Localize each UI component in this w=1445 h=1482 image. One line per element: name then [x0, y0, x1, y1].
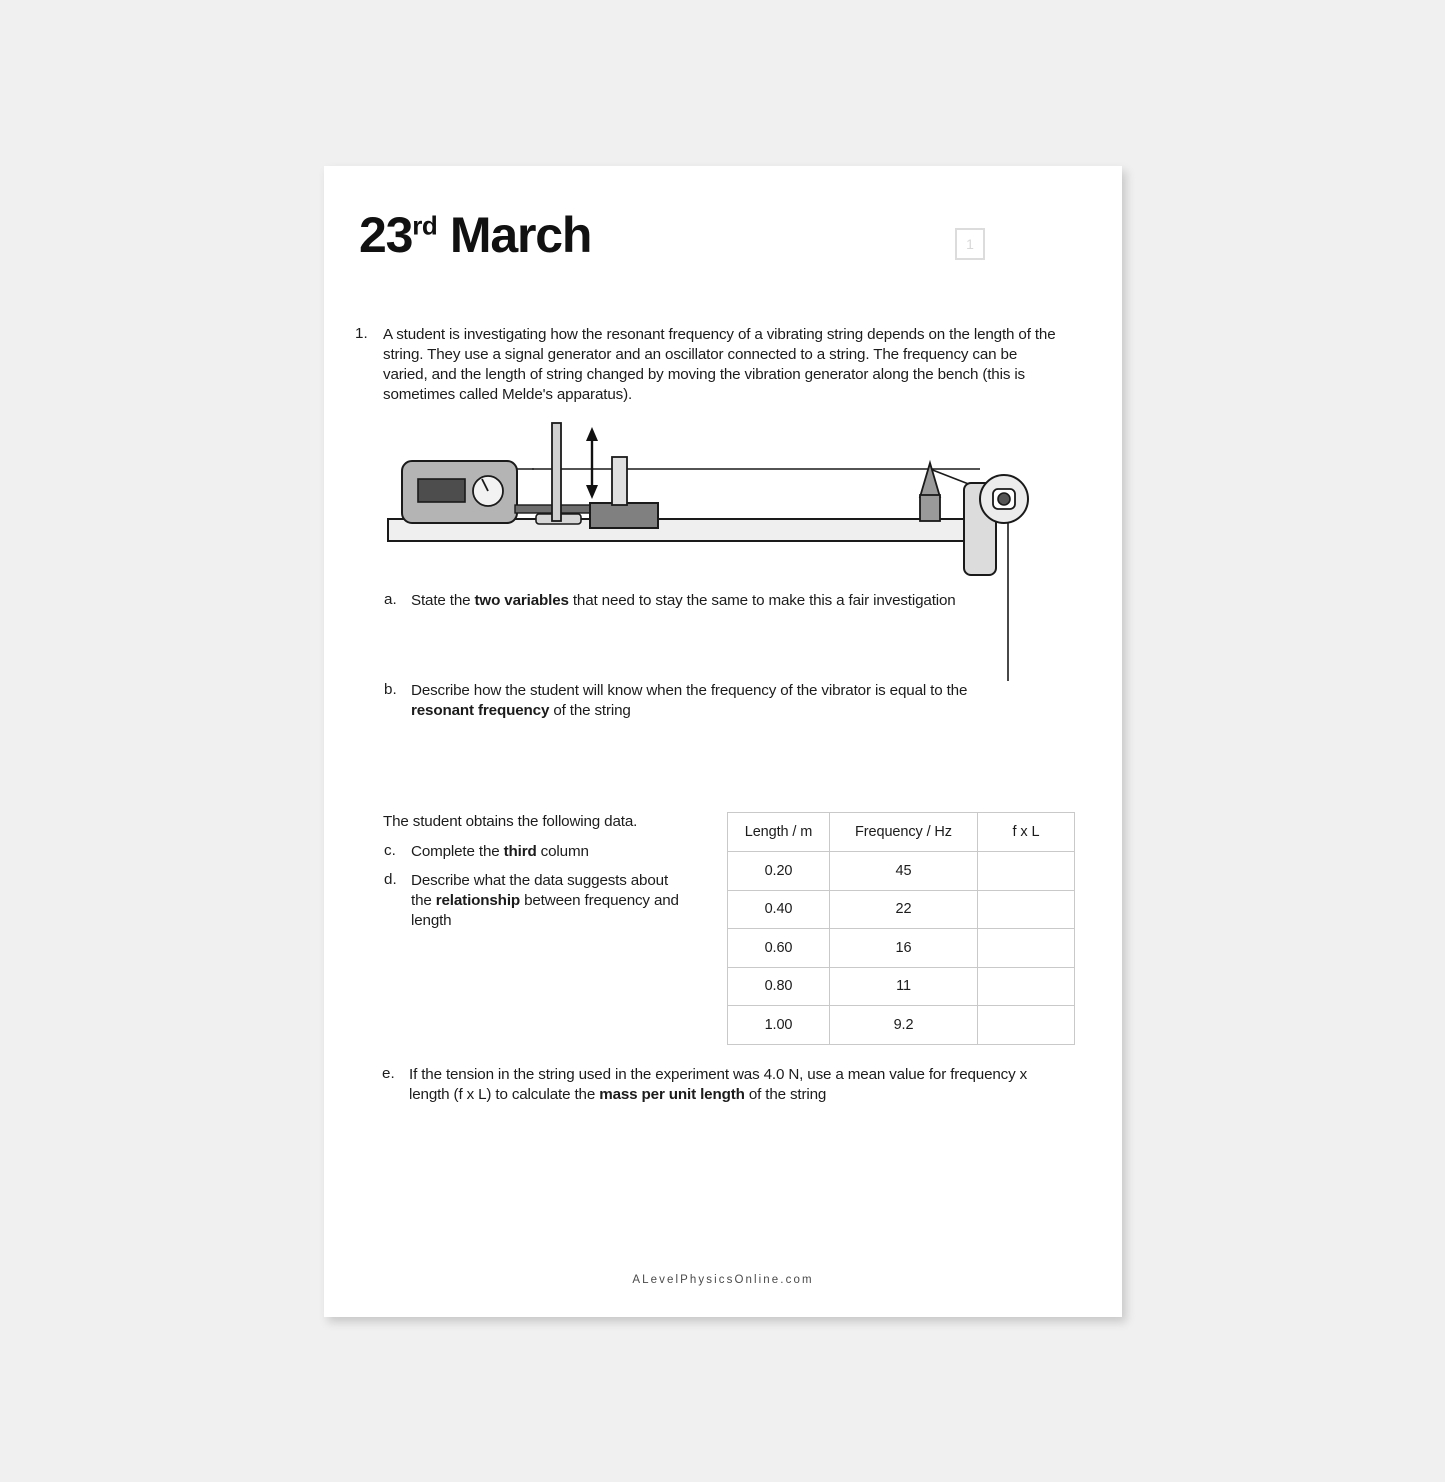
part-c-text-bold: third: [503, 843, 537, 860]
meldes-apparatus-diagram: [384, 421, 1084, 681]
question-part-e: [382, 1065, 1042, 1105]
part-c-text: [411, 842, 684, 862]
part-b-text-after: of the string: [549, 702, 631, 720]
cell-length: 0.20: [728, 852, 830, 891]
cell-fxl[interactable]: [978, 929, 1075, 968]
question-part-a: [384, 591, 1044, 611]
table-row: [728, 852, 1075, 891]
page-title-day: 23: [359, 207, 413, 263]
page-header: [324, 166, 1122, 286]
part-d-text-bold: relationship: [435, 892, 521, 910]
cell-frequency: 22: [830, 890, 978, 929]
cell-frequency: 45: [830, 852, 978, 891]
part-e-text: [409, 1065, 1042, 1105]
cell-length: 0.40: [728, 890, 830, 929]
cell-frequency: 11: [830, 967, 978, 1006]
footer-website: ALevelPhysicsOnline.com: [632, 1274, 814, 1286]
cell-frequency: 9.2: [830, 1006, 978, 1045]
pulley-hub: [998, 493, 1010, 505]
cell-length: 1.00: [728, 1006, 830, 1045]
table-row: [728, 1006, 1075, 1045]
part-c-marker: c.: [384, 842, 396, 859]
question-part-c: [384, 842, 684, 862]
vibration-generator-post: [612, 457, 627, 505]
part-a-text-before: State the: [411, 592, 475, 609]
table-header-length: Length / m: [728, 813, 830, 852]
vibration-arrow-head-down: [586, 485, 598, 499]
signal-generator-display: [418, 479, 465, 502]
results-table: [727, 812, 1075, 1045]
worksheet-page: [324, 166, 1122, 1317]
question-1-stem: A student is investigating how the resonant frequency of a vibrating string depends on the length of the string. They use a signal generator and an oscillator connected to a string. The frequency can be varied, and the length of string changed by moving the vibration generator along the bench (this is sometimes called Melde's apparatus).: [383, 326, 1056, 404]
cell-fxl[interactable]: [978, 890, 1075, 929]
part-d-text: [411, 871, 684, 931]
table-header-row: [728, 813, 1075, 852]
part-e-text-after: of the string: [744, 1086, 827, 1104]
question-part-d: [384, 871, 684, 931]
question-part-b: [384, 681, 1034, 721]
vibration-generator: [590, 503, 658, 528]
page-title-month: March: [437, 207, 592, 263]
page-title: [359, 206, 591, 264]
cell-frequency: 16: [830, 929, 978, 968]
cell-fxl[interactable]: [978, 1006, 1075, 1045]
part-a-text-after: that need to stay the same to make this a fair investigation: [568, 592, 956, 609]
part-d-text-after: between frequency and length: [411, 892, 679, 930]
page-number-value: 1: [966, 236, 974, 252]
part-c-text-after: column: [536, 843, 589, 860]
part-a-text-bold: two variables: [474, 592, 569, 609]
table-header-fxl: f x L: [978, 813, 1075, 852]
part-d-text-before: Describe what the data suggests about the: [411, 872, 669, 910]
cell-length: 0.60: [728, 929, 830, 968]
table-row: [728, 967, 1075, 1006]
cell-fxl[interactable]: [978, 852, 1075, 891]
vibration-arrow-head-up: [586, 427, 598, 441]
part-b-marker: b.: [384, 681, 397, 698]
part-e-marker: e.: [382, 1065, 395, 1082]
data-intro-text: The student obtains the following data.: [383, 813, 638, 830]
part-b-text-before: Describe how the student will know when the frequency of the vibrator is equal to the: [411, 682, 968, 699]
part-b-text: [411, 681, 1034, 721]
part-c-text-before: Complete the: [411, 843, 504, 860]
question-1: [355, 325, 1065, 405]
part-a-marker: a.: [384, 591, 397, 608]
bridge-wedge: [920, 463, 940, 497]
part-b-text-bold: resonant frequency: [411, 702, 550, 720]
retort-stand-rod: [552, 423, 561, 521]
cell-length: 0.80: [728, 967, 830, 1006]
page-number-box: [955, 228, 985, 260]
table-header-frequency: Frequency / Hz: [830, 813, 978, 852]
part-e-text-bold: mass per unit length: [599, 1086, 745, 1104]
table-row: [728, 890, 1075, 929]
part-d-marker: d.: [384, 871, 397, 888]
table-row: [728, 929, 1075, 968]
page-title-ordinal: rd: [412, 210, 438, 241]
part-e-text-before: If the tension in the string used in the experiment was 4.0 N, use a mean value for frequency x length (f x L) to calculate the: [409, 1066, 1028, 1104]
question-1-marker: 1.: [355, 325, 368, 342]
bridge-wedge-base: [920, 495, 940, 521]
cell-fxl[interactable]: [978, 967, 1075, 1006]
part-a-text: [411, 591, 1044, 611]
